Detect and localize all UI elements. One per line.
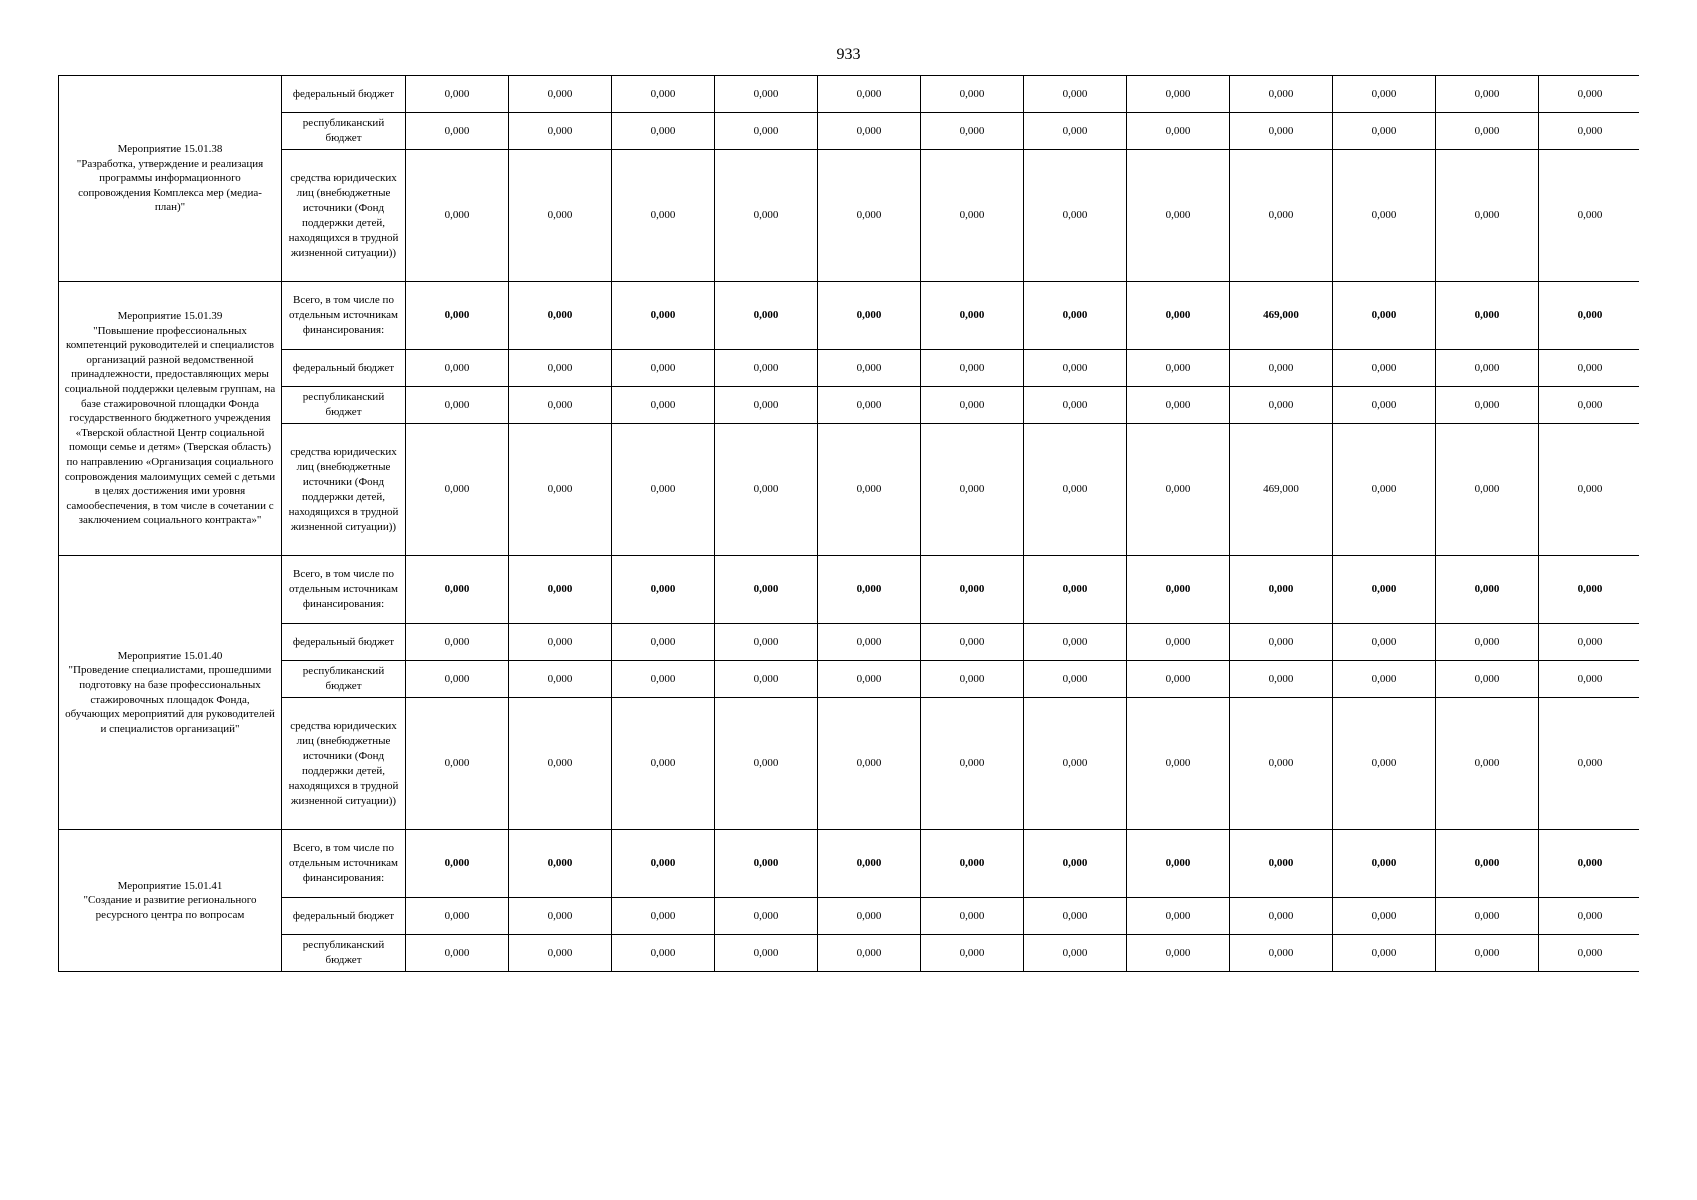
amount-cell: 0,000 bbox=[1539, 282, 1640, 350]
amount-cell: 0,000 bbox=[921, 424, 1024, 556]
measure-code: Мероприятие 15.01.41 bbox=[117, 879, 223, 892]
amount-cell: 0,000 bbox=[612, 424, 715, 556]
amount-cell: 0,000 bbox=[921, 556, 1024, 624]
amount-cell: 0,000 bbox=[1539, 830, 1640, 898]
amount-cell: 0,000 bbox=[1436, 830, 1539, 898]
amount-cell: 0,000 bbox=[406, 387, 509, 424]
amount-cell: 0,000 bbox=[1333, 113, 1436, 150]
amount-cell: 0,000 bbox=[406, 935, 509, 972]
table-row bbox=[59, 661, 1640, 698]
amount-cell: 0,000 bbox=[406, 150, 509, 282]
amount-cell: 0,000 bbox=[612, 556, 715, 624]
table-row bbox=[59, 898, 1640, 935]
amount-cell: 0,000 bbox=[715, 387, 818, 424]
amount-cell: 0,000 bbox=[1127, 150, 1230, 282]
amount-cell: 0,000 bbox=[818, 424, 921, 556]
funding-source-label: республиканский бюджет bbox=[282, 113, 406, 150]
amount-cell: 0,000 bbox=[818, 624, 921, 661]
amount-cell: 0,000 bbox=[406, 282, 509, 350]
amount-cell: 0,000 bbox=[1333, 935, 1436, 972]
funding-source-label: Всего, в том числе по отдельным источникам финансирования: bbox=[282, 556, 406, 624]
amount-cell: 0,000 bbox=[921, 698, 1024, 830]
funding-source-label: федеральный бюджет bbox=[282, 76, 406, 113]
measure-cell bbox=[59, 830, 282, 972]
amount-cell: 0,000 bbox=[1333, 282, 1436, 350]
amount-cell: 0,000 bbox=[818, 113, 921, 150]
page-number: 933 bbox=[836, 46, 861, 63]
amount-cell: 0,000 bbox=[509, 556, 612, 624]
amount-cell: 0,000 bbox=[406, 698, 509, 830]
amount-cell: 0,000 bbox=[715, 76, 818, 113]
amount-cell: 0,000 bbox=[612, 282, 715, 350]
amount-cell: 0,000 bbox=[1230, 113, 1333, 150]
table-row bbox=[59, 387, 1640, 424]
amount-cell: 0,000 bbox=[715, 698, 818, 830]
amount-cell: 0,000 bbox=[715, 282, 818, 350]
amount-cell: 0,000 bbox=[1127, 76, 1230, 113]
amount-cell: 0,000 bbox=[818, 350, 921, 387]
amount-cell: 0,000 bbox=[1333, 698, 1436, 830]
amount-cell: 0,000 bbox=[509, 661, 612, 698]
amount-cell: 0,000 bbox=[612, 624, 715, 661]
amount-cell: 0,000 bbox=[1127, 935, 1230, 972]
amount-cell: 0,000 bbox=[1539, 898, 1640, 935]
table-row bbox=[59, 113, 1640, 150]
amount-cell: 0,000 bbox=[1333, 661, 1436, 698]
amount-cell: 0,000 bbox=[1230, 76, 1333, 113]
amount-cell: 0,000 bbox=[509, 282, 612, 350]
amount-cell: 0,000 bbox=[1127, 698, 1230, 830]
amount-cell: 0,000 bbox=[1127, 830, 1230, 898]
amount-cell: 0,000 bbox=[715, 350, 818, 387]
amount-cell: 0,000 bbox=[406, 830, 509, 898]
table-row bbox=[59, 624, 1640, 661]
amount-cell: 0,000 bbox=[818, 898, 921, 935]
amount-cell: 0,000 bbox=[1024, 935, 1127, 972]
amount-cell: 0,000 bbox=[1127, 556, 1230, 624]
amount-cell: 0,000 bbox=[1127, 424, 1230, 556]
funding-source-label: республиканский бюджет bbox=[282, 387, 406, 424]
amount-cell: 0,000 bbox=[406, 424, 509, 556]
amount-cell: 0,000 bbox=[1024, 282, 1127, 350]
amount-cell: 0,000 bbox=[612, 113, 715, 150]
funding-source-label: средства юридических лиц (внебюджетные источники (Фонд поддержки детей, находящихся в трудной жизненной ситуации)) bbox=[282, 698, 406, 830]
measure-cell bbox=[59, 76, 282, 282]
amount-cell: 0,000 bbox=[1127, 282, 1230, 350]
amount-cell: 0,000 bbox=[1230, 350, 1333, 387]
funding-source-label: федеральный бюджет bbox=[282, 624, 406, 661]
amount-cell: 0,000 bbox=[1024, 76, 1127, 113]
funding-source-label: республиканский бюджет bbox=[282, 661, 406, 698]
amount-cell: 469,000 bbox=[1230, 282, 1333, 350]
table-row bbox=[59, 698, 1640, 830]
amount-cell: 0,000 bbox=[715, 624, 818, 661]
amount-cell: 0,000 bbox=[1024, 387, 1127, 424]
amount-cell: 0,000 bbox=[715, 898, 818, 935]
amount-cell: 0,000 bbox=[1436, 556, 1539, 624]
amount-cell: 0,000 bbox=[612, 150, 715, 282]
measure-title: "Повышение профессиональных компетенций руководителей и специалистов организаций разной ведомственной принадлежности, предоставляющих меры социальной поддержки целевым группам, на базе стажировочной площадки Фонда государственного бюджетного учреждения «Тверской областной Центр социальной помощи семье и детям» (Тверская область) по направлению «Организация социального сопровождения малоимущих семей с детьми в целях достижения ими уровня самообеспечения, в том числе в сочетании с заключением социального контракта»" bbox=[64, 324, 276, 527]
funding-table-container bbox=[58, 75, 1639, 1000]
amount-cell: 0,000 bbox=[1024, 350, 1127, 387]
amount-cell: 0,000 bbox=[1436, 350, 1539, 387]
amount-cell: 0,000 bbox=[1024, 898, 1127, 935]
amount-cell: 0,000 bbox=[921, 661, 1024, 698]
funding-source-label: Всего, в том числе по отдельным источникам финансирования: bbox=[282, 830, 406, 898]
amount-cell: 0,000 bbox=[1230, 387, 1333, 424]
amount-cell: 0,000 bbox=[612, 935, 715, 972]
amount-cell: 0,000 bbox=[921, 113, 1024, 150]
amount-cell: 0,000 bbox=[1024, 150, 1127, 282]
amount-cell: 0,000 bbox=[1539, 76, 1640, 113]
amount-cell: 0,000 bbox=[921, 350, 1024, 387]
amount-cell: 0,000 bbox=[715, 150, 818, 282]
amount-cell: 0,000 bbox=[921, 387, 1024, 424]
amount-cell: 0,000 bbox=[406, 661, 509, 698]
amount-cell: 0,000 bbox=[1333, 150, 1436, 282]
amount-cell: 0,000 bbox=[1436, 76, 1539, 113]
funding-source-label: республиканский бюджет bbox=[282, 935, 406, 972]
amount-cell: 0,000 bbox=[1539, 113, 1640, 150]
amount-cell: 0,000 bbox=[1230, 830, 1333, 898]
amount-cell: 0,000 bbox=[406, 898, 509, 935]
amount-cell: 0,000 bbox=[1436, 424, 1539, 556]
amount-cell: 0,000 bbox=[1127, 661, 1230, 698]
amount-cell: 0,000 bbox=[818, 150, 921, 282]
funding-source-label: средства юридических лиц (внебюджетные источники (Фонд поддержки детей, находящихся в трудной жизненной ситуации)) bbox=[282, 424, 406, 556]
amount-cell: 0,000 bbox=[1024, 556, 1127, 624]
amount-cell: 0,000 bbox=[818, 661, 921, 698]
amount-cell: 0,000 bbox=[1333, 556, 1436, 624]
table-row bbox=[59, 350, 1640, 387]
amount-cell: 0,000 bbox=[1230, 661, 1333, 698]
measure-code: Мероприятие 15.01.39 bbox=[117, 310, 223, 323]
amount-cell: 0,000 bbox=[1333, 830, 1436, 898]
measure-title: "Разработка, утверждение и реализация программы информационного сопровождения Комплекса мер (медиа-план)" bbox=[76, 157, 264, 214]
table-row bbox=[59, 556, 1640, 624]
amount-cell: 0,000 bbox=[1127, 113, 1230, 150]
amount-cell: 0,000 bbox=[1539, 661, 1640, 698]
amount-cell: 0,000 bbox=[509, 387, 612, 424]
amount-cell: 0,000 bbox=[1127, 624, 1230, 661]
amount-cell: 0,000 bbox=[612, 661, 715, 698]
amount-cell: 0,000 bbox=[715, 556, 818, 624]
amount-cell: 0,000 bbox=[406, 76, 509, 113]
amount-cell: 0,000 bbox=[509, 898, 612, 935]
funding-source-label: федеральный бюджет bbox=[282, 898, 406, 935]
table-row bbox=[59, 76, 1640, 113]
funding-source-label: Всего, в том числе по отдельным источникам финансирования: bbox=[282, 282, 406, 350]
amount-cell: 0,000 bbox=[818, 76, 921, 113]
amount-cell: 0,000 bbox=[921, 282, 1024, 350]
amount-cell: 0,000 bbox=[1539, 150, 1640, 282]
amount-cell: 0,000 bbox=[1539, 387, 1640, 424]
amount-cell: 0,000 bbox=[715, 661, 818, 698]
amount-cell: 0,000 bbox=[715, 113, 818, 150]
amount-cell: 0,000 bbox=[818, 282, 921, 350]
amount-cell: 0,000 bbox=[1230, 698, 1333, 830]
amount-cell: 0,000 bbox=[1539, 935, 1640, 972]
amount-cell: 0,000 bbox=[1436, 624, 1539, 661]
amount-cell: 0,000 bbox=[921, 898, 1024, 935]
amount-cell: 0,000 bbox=[509, 76, 612, 113]
amount-cell: 0,000 bbox=[1436, 150, 1539, 282]
amount-cell: 0,000 bbox=[509, 424, 612, 556]
amount-cell: 0,000 bbox=[1024, 661, 1127, 698]
measure-cell bbox=[59, 282, 282, 556]
amount-cell: 0,000 bbox=[1539, 350, 1640, 387]
amount-cell: 0,000 bbox=[509, 350, 612, 387]
amount-cell: 0,000 bbox=[612, 898, 715, 935]
amount-cell: 0,000 bbox=[1333, 624, 1436, 661]
amount-cell: 0,000 bbox=[612, 350, 715, 387]
amount-cell: 0,000 bbox=[1436, 282, 1539, 350]
amount-cell: 0,000 bbox=[1230, 898, 1333, 935]
amount-cell: 0,000 bbox=[406, 350, 509, 387]
amount-cell: 0,000 bbox=[612, 698, 715, 830]
table-row bbox=[59, 830, 1640, 898]
amount-cell: 0,000 bbox=[1230, 624, 1333, 661]
amount-cell: 0,000 bbox=[921, 150, 1024, 282]
amount-cell: 0,000 bbox=[1436, 935, 1539, 972]
amount-cell: 0,000 bbox=[1333, 424, 1436, 556]
table-row bbox=[59, 935, 1640, 972]
amount-cell: 0,000 bbox=[818, 698, 921, 830]
amount-cell: 0,000 bbox=[1230, 935, 1333, 972]
amount-cell: 0,000 bbox=[1127, 898, 1230, 935]
amount-cell: 0,000 bbox=[921, 624, 1024, 661]
amount-cell: 0,000 bbox=[1333, 898, 1436, 935]
amount-cell: 0,000 bbox=[1230, 556, 1333, 624]
amount-cell: 0,000 bbox=[509, 830, 612, 898]
amount-cell: 0,000 bbox=[509, 698, 612, 830]
amount-cell: 0,000 bbox=[1539, 624, 1640, 661]
amount-cell: 0,000 bbox=[1024, 424, 1127, 556]
measure-code: Мероприятие 15.01.38 bbox=[117, 143, 223, 156]
amount-cell: 0,000 bbox=[1436, 898, 1539, 935]
amount-cell: 0,000 bbox=[818, 935, 921, 972]
measure-code: Мероприятие 15.01.40 bbox=[117, 649, 223, 662]
table-row bbox=[59, 150, 1640, 282]
amount-cell: 0,000 bbox=[1436, 387, 1539, 424]
amount-cell: 0,000 bbox=[1024, 830, 1127, 898]
measure-cell bbox=[59, 556, 282, 830]
table-row bbox=[59, 424, 1640, 556]
amount-cell: 0,000 bbox=[1436, 661, 1539, 698]
amount-cell: 0,000 bbox=[1333, 350, 1436, 387]
amount-cell: 0,000 bbox=[1127, 387, 1230, 424]
amount-cell: 0,000 bbox=[509, 935, 612, 972]
amount-cell: 0,000 bbox=[406, 624, 509, 661]
amount-cell: 0,000 bbox=[715, 935, 818, 972]
amount-cell: 0,000 bbox=[1024, 698, 1127, 830]
amount-cell: 0,000 bbox=[1024, 113, 1127, 150]
amount-cell: 0,000 bbox=[509, 150, 612, 282]
funding-source-label: средства юридических лиц (внебюджетные источники (Фонд поддержки детей, находящихся в трудной жизненной ситуации)) bbox=[282, 150, 406, 282]
amount-cell: 0,000 bbox=[715, 830, 818, 898]
amount-cell: 0,000 bbox=[1024, 624, 1127, 661]
amount-cell: 0,000 bbox=[818, 556, 921, 624]
amount-cell: 0,000 bbox=[1539, 698, 1640, 830]
amount-cell: 0,000 bbox=[818, 387, 921, 424]
amount-cell: 0,000 bbox=[1539, 556, 1640, 624]
amount-cell: 469,000 bbox=[1230, 424, 1333, 556]
amount-cell: 0,000 bbox=[921, 935, 1024, 972]
table-row bbox=[59, 282, 1640, 350]
amount-cell: 0,000 bbox=[1539, 424, 1640, 556]
amount-cell: 0,000 bbox=[509, 113, 612, 150]
amount-cell: 0,000 bbox=[1333, 76, 1436, 113]
amount-cell: 0,000 bbox=[715, 424, 818, 556]
measure-title: "Создание и развитие регионального ресурсного центра по вопросам bbox=[83, 894, 257, 921]
amount-cell: 0,000 bbox=[921, 76, 1024, 113]
amount-cell: 0,000 bbox=[1127, 350, 1230, 387]
funding-table bbox=[58, 75, 1639, 972]
amount-cell: 0,000 bbox=[612, 830, 715, 898]
amount-cell: 0,000 bbox=[1333, 387, 1436, 424]
amount-cell: 0,000 bbox=[612, 76, 715, 113]
amount-cell: 0,000 bbox=[509, 624, 612, 661]
amount-cell: 0,000 bbox=[818, 830, 921, 898]
amount-cell: 0,000 bbox=[1230, 150, 1333, 282]
measure-title: "Проведение специалистами, прошедшими подготовку на базе профессиональных стажировочных площадок Фонда, обучающих мероприятий для руководителей и специалистов организаций" bbox=[65, 664, 275, 735]
funding-source-label: федеральный бюджет bbox=[282, 350, 406, 387]
amount-cell: 0,000 bbox=[921, 830, 1024, 898]
amount-cell: 0,000 bbox=[406, 113, 509, 150]
amount-cell: 0,000 bbox=[1436, 113, 1539, 150]
amount-cell: 0,000 bbox=[1436, 698, 1539, 830]
amount-cell: 0,000 bbox=[406, 556, 509, 624]
amount-cell: 0,000 bbox=[612, 387, 715, 424]
